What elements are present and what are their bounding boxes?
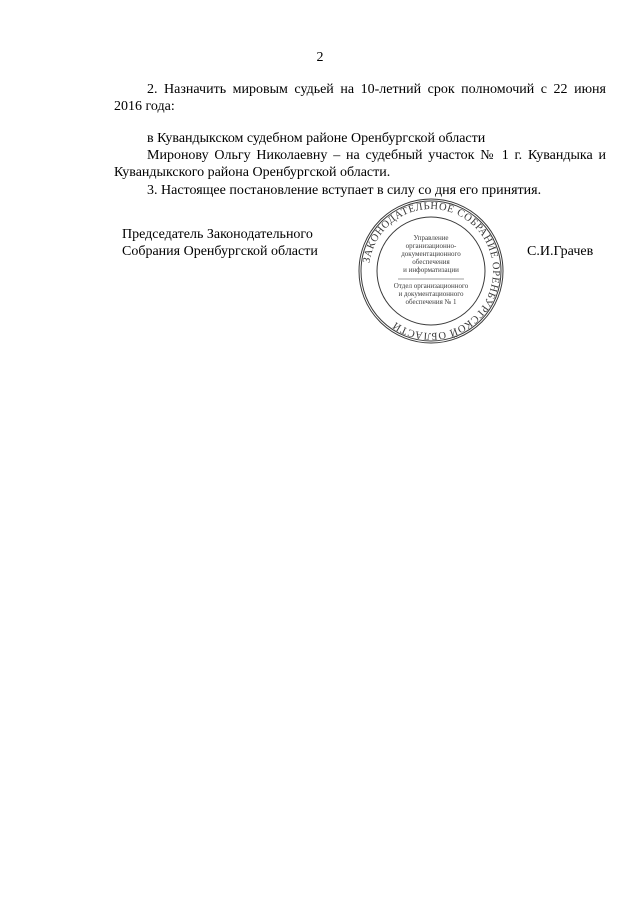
appointment-person-line-1: Миронову Ольгу Николаевну – на судебный участок № 1 г. Кувандыка и	[147, 148, 606, 163]
seal-inner-line: обеспечения	[412, 258, 450, 266]
paragraph-3: 3. Настоящее постановление вступает в силу со дня его принятия.	[147, 183, 542, 198]
seal-inner-line: Отдел организационного	[393, 282, 469, 290]
seal-inner-line: и информатизации	[403, 266, 459, 274]
signer-name: С.И.Грачев	[527, 244, 594, 259]
signature-title-line-1: Председатель Законодательного	[122, 227, 313, 242]
paragraph-2-line-1: 2. Назначить мировым судьей на 10-летний срок полномочий с 22 июня	[147, 82, 606, 97]
paragraph-2-line-2: 2016 года:	[114, 99, 175, 114]
seal-outer-text-path: ЗАКОНОДАТЕЛЬНОЕ СОБРАНИЕ ОРЕНБУРГСКОЙ ОБЛАСТИ	[361, 200, 502, 342]
seal-inner-line: документационного	[401, 250, 461, 258]
seal-inner-line: и документационного	[398, 290, 464, 298]
signature-title-line-2: Собрания Оренбургской области	[122, 244, 318, 259]
paragraph-2	[114, 81, 606, 115]
appointment-district: в Кувандыкском судебном районе Оренбургской области	[147, 131, 486, 146]
appointment-block	[114, 130, 606, 181]
seal-inner-text	[394, 234, 469, 306]
seal-inner-line: обеспечения № 1	[405, 298, 457, 306]
page-number: 2	[316, 50, 324, 65]
seal-inner-line: Управление	[413, 234, 449, 242]
official-seal	[356, 196, 506, 346]
seal-inner-line: организационно-	[405, 242, 457, 250]
appointment-person-line-2: Кувандыкского района Оренбургской области.	[114, 165, 391, 180]
signature-title	[122, 226, 318, 260]
